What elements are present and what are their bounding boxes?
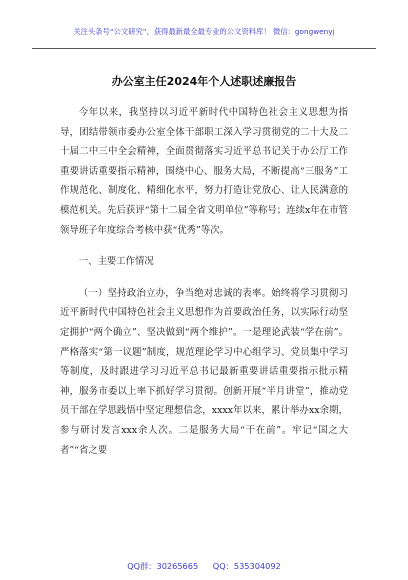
header-note: 关注头条号“公文研究”，获得最新最全最专业的公文资料库！ 微信：gongwenyj [73, 27, 335, 36]
footer-qq-group: QQ群：30265665 [127, 561, 199, 571]
header-divider [32, 48, 376, 49]
subsection-paragraph: （一）坚持政治立办，争当绝对忠诚的表率。始终将学习贯彻习近平新时代中国特色社会主义思想作为首要政治任务，以实际行动坚定拥护“两个确立”、坚决做到“两个维护”。一是理论武装“学在前”。严格落实“第一议题”制度，规范理论学习中心组学习、党员集中学习等制度，及时跟进学习习近平总书记最新重要讲话重要指示批示精神，服务市委以上率下抓好学习贯彻。创新开展“半月讲堂”，推动党员干部在学思践悟中坚定理想信念，xxxx年以来，累计举办xx余期，参与研讨发言xxx余人次。二是服务大局“干在前”。牢记“国之大者”“省之要 [60, 287, 348, 456]
footer-contact [0, 561, 408, 572]
section-heading: 一、主要工作情况 [78, 256, 154, 268]
intro-paragraph: 今年以来，我坚持以习近平新时代中国特色社会主义思想为指导，团结带领市委办公室全体干部职工深入学习贯彻党的二十大及二十届二中三中全会精神，全面贯彻落实习近平总书记关于办公厅工作重要讲话重要指示精神，围绕中心、服务大局，不断提高“三服务”工作规范化、制度化、精细化水平，努力打造让党放心、让人民满意的模范机关。先后获评“第十二届全省文明单位”等称号；连续x年在市管领导班子年度综合考核中获“优秀”等次。 [60, 107, 348, 236]
document-body [60, 103, 348, 460]
document-title: 办公室主任2024年个人述职述廉报告 [111, 75, 297, 88]
footer-qq: QQ：535304092 [212, 561, 281, 571]
